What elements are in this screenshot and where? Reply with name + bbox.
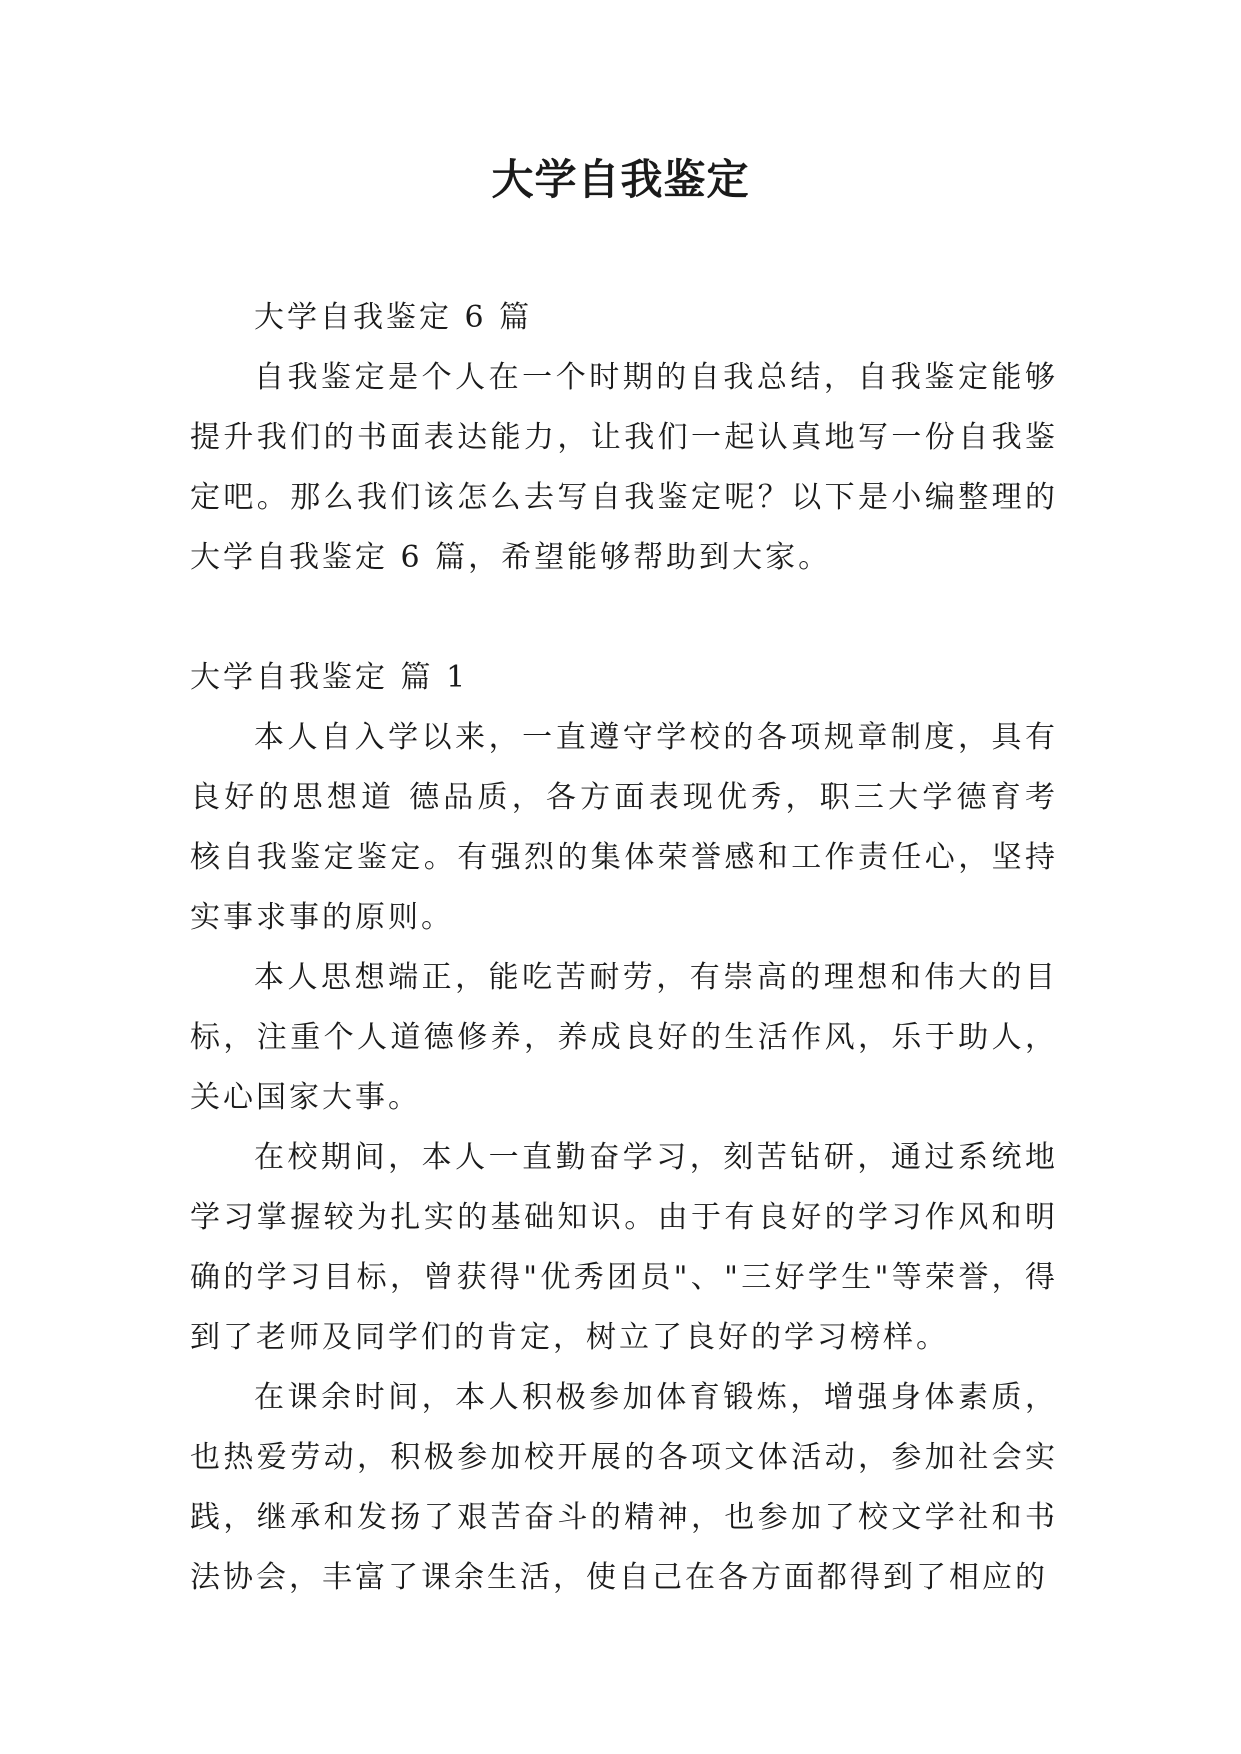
paragraph-spacer	[190, 588, 1058, 648]
body-paragraph-3: 在校期间，本人一直勤奋学习，刻苦钻研，通过系统地学习掌握较为扎实的基础知识。由于有良好的学习作风和明确的学习目标，曾获得"优秀团员"、"三好学生"等荣誉，得到了老师及同学们的肯定，树立了良好的学习榜样。	[190, 1140, 1058, 1355]
document-body	[190, 288, 1058, 1608]
document-title: 大学自我鉴定	[491, 155, 750, 204]
body-paragraph-1: 本人自入学以来，一直遵守学校的各项规章制度，具有良好的思想道 德品质，各方面表现优秀，职三大学德育考核自我鉴定鉴定。有强烈的集体荣誉感和工作责任心，坚持实事求事的原则。	[190, 720, 1058, 935]
document-subtitle: 大学自我鉴定 6 篇	[254, 300, 533, 335]
intro-paragraph: 自我鉴定是个人在一个时期的自我总结，自我鉴定能够提升我们的书面表达能力，让我们一起认真地写一份自我鉴定吧。那么我们该怎么去写自我鉴定呢？以下是小编整理的大学自我鉴定 6 篇，希望能够帮助到大家。	[190, 360, 1058, 575]
body-paragraph-2: 本人思想端正，能吃苦耐劳，有崇高的理想和伟大的目标，注重个人道德修养，养成良好的生活作风，乐于助人，关心国家大事。	[190, 960, 1058, 1115]
body-paragraph-4: 在课余时间，本人积极参加体育锻炼，增强身体素质，也热爱劳动，积极参加校开展的各项文体活动，参加社会实践，继承和发扬了艰苦奋斗的精神，也参加了校文学社和书法协会，丰富了课余生活，使自己在各方面都得到了相应的	[190, 1380, 1058, 1595]
section-heading: 大学自我鉴定 篇 1	[190, 660, 469, 695]
